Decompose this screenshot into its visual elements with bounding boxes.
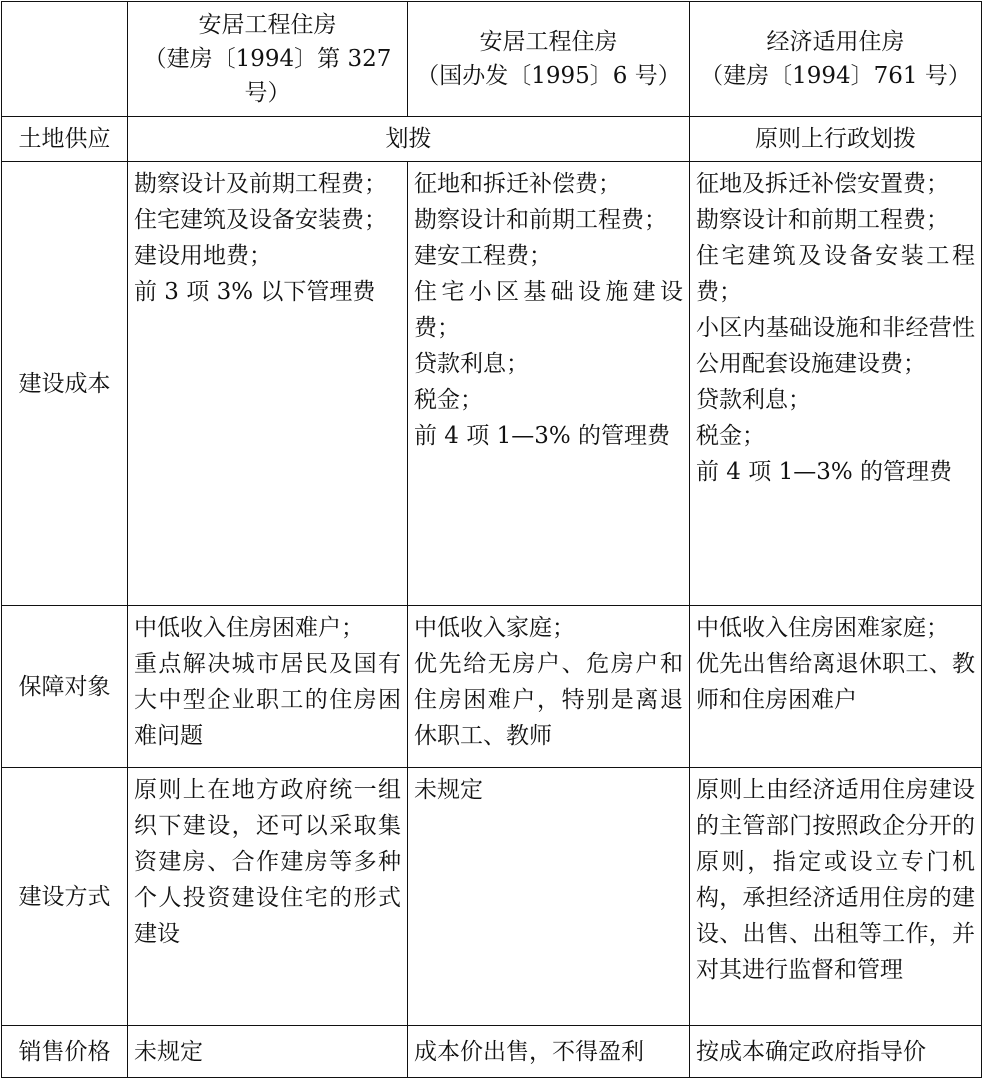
list-item: 勘察设计和前期工程费； [414,207,667,233]
header-row [2,2,982,117]
housing-comparison-table [1,1,982,1078]
list-item: 中低收入家庭； [414,615,575,641]
list-item: 税金； [696,423,765,449]
row-label: 土地供应 [2,117,128,162]
row-construction-cost [2,162,982,606]
list-item: 税金； [414,387,483,413]
list-item: 征地和拆迁补偿费； [414,171,621,197]
row-target-group [2,606,982,768]
price-col1-cell: 未规定 [128,1026,408,1078]
header-col-anju-327 [128,2,408,117]
land-economic-cell: 原则上行政划拨 [690,117,982,162]
header-col-economic [690,2,982,117]
list-item: 重点解决城市居民及国有大中型企业职工的住房困难问题 [134,651,401,749]
list-item: 勘察设计和前期工程费； [696,207,949,233]
header-corner [2,2,128,117]
header-title: 安居工程住房 [198,12,337,38]
list-item: 建设用地费； [134,243,272,269]
header-col-anju-6 [408,2,690,117]
list-item: 征地及拆迁补偿安置费； [696,171,949,197]
header-doc-ref: （建房〔1994〕761 号） [700,63,971,89]
target-col2-cell [408,606,690,768]
method-col3-cell: 原则上由经济适用住房建设的主管部门按照政企分开的原则，指定或设立专门机构，承担经济适用住房的建设、出售、出租等工作，并对其进行监督和管理 [690,768,982,1026]
row-label: 建设成本 [2,162,128,606]
list-item: 住宅建筑及设备安装工程费； [696,243,975,305]
list-item: 贷款利息； [696,387,811,413]
cost-col3-cell [690,162,982,606]
list-item: 前 3 项 3% 以下管理费 [134,279,376,305]
method-col2-cell: 未规定 [408,768,690,1026]
row-sale-price [2,1026,982,1078]
list-item: 前 4 项 1—3% 的管理费 [696,459,952,485]
land-merged-cell: 划拨 [128,117,690,162]
list-item: 建安工程费； [414,243,552,269]
cost-col1-cell [128,162,408,606]
price-col2-cell: 成本价出售，不得盈利 [408,1026,690,1078]
row-label: 保障对象 [2,606,128,768]
price-col3-cell: 按成本确定政府指导价 [690,1026,982,1078]
target-col3-cell [690,606,982,768]
header-title: 安居工程住房 [479,29,618,55]
row-label: 建设方式 [2,768,128,1026]
list-item: 中低收入住房困难户； [134,615,364,641]
list-item: 优先给无房户、危房户和住房困难户，特别是离退休职工、教师 [414,651,683,749]
list-item: 优先出售给离退休职工、教师和住房困难户 [696,651,975,713]
row-construction-method [2,768,982,1026]
row-land-supply [2,117,982,162]
method-col1-cell: 原则上在地方政府统一组织下建设，还可以采取集资建房、合作建房等多种个人投资建设住宅的形式建设 [128,768,408,1026]
list-item: 住宅建筑及设备安装费； [134,207,387,233]
target-col1-cell [128,606,408,768]
header-doc-ref: （建房〔1994〕第 327 号） [143,46,392,106]
list-item: 贷款利息； [414,351,529,377]
header-doc-ref: （国办发〔1995〕6 号） [416,63,681,89]
cost-col2-cell [408,162,690,606]
list-item: 住宅小区基础设施建设费； [414,279,683,341]
list-item: 勘察设计及前期工程费； [134,171,387,197]
list-item: 前 4 项 1—3% 的管理费 [414,423,670,449]
row-label: 销售价格 [2,1026,128,1078]
list-item: 中低收入住房困难家庭； [696,615,949,641]
list-item: 小区内基础设施和非经营性公用配套设施建设费； [696,315,975,377]
header-title: 经济适用住房 [766,29,905,55]
